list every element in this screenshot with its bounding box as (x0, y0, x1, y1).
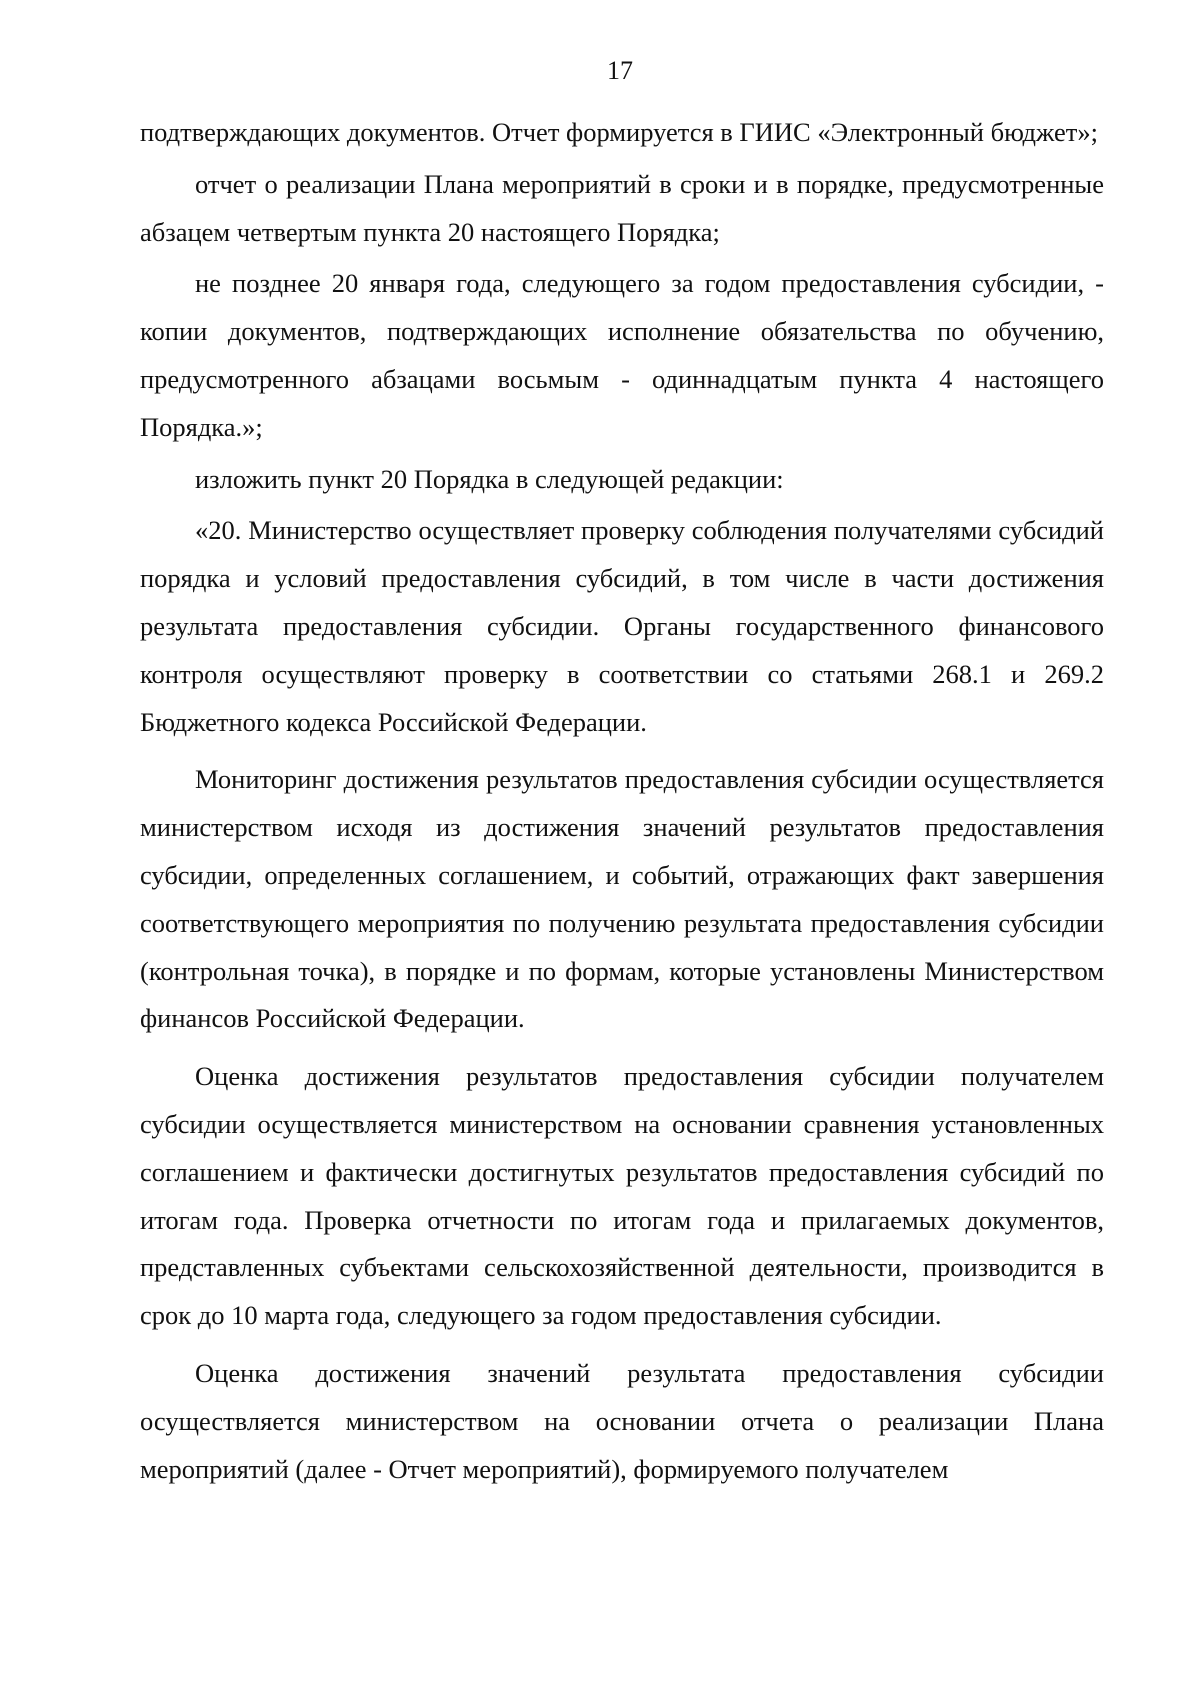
paragraph-4: изложить пункт 20 Порядка в следующей редакции: (195, 463, 784, 494)
document-body (140, 109, 1104, 1493)
paragraph-5: «20. Министерство осуществляет проверку соблюдения получателями субсидий порядка и условий предоставления субсидий, в том числе в части достижения результата предоставления субсидии. Органы государственного финансового контроля осуществляют проверку в соответствии со статьями 268.1 и 269.2 Бюджетного кодекса Российской Федерации. (140, 515, 1104, 737)
paragraph-7: Оценка достижения результатов предоставления субсидии получателем субсидии осуществляется министерством на основании сравнения установленных соглашением и фактически достигнутых результатов предоставления субсидий по итогам года. Проверка отчетности по итогам года и прилагаемых документов, представленных субъектами сельскохозяйственной деятельности, производится в срок до 10 марта года, следующего за годом предоставления субсидии. (140, 1061, 1104, 1331)
paragraph-2: отчет о реализации Плана мероприятий в сроки и в порядке, предусмотренные абзацем четвертым пункта 20 настоящего Порядка; (140, 168, 1104, 247)
paragraph-8: Оценка достижения значений результата предоставления субсидии осуществляется министерством на основании отчета о реализации Плана мероприятий (далее - Отчет мероприятий), формируемого получателем (140, 1357, 1104, 1484)
paragraph-1: подтверждающих документов. Отчет формируется в ГИИС «Электронный бюджет»; (140, 117, 1098, 147)
paragraph-3: не позднее 20 января года, следующего за годом предоставления субсидии, - копии документов, подтверждающих исполнение обязательства по обучению, предусмотренного абзацами восьмым - одиннадцатым пункта 4 настоящего Порядка.»; (140, 268, 1104, 442)
paragraph-6: Мониторинг достижения результатов предоставления субсидии осуществляется министерством исходя из достижения значений результатов предоставления субсидии, определенных соглашением, и событий, отражающих факт завершения соответствующего мероприятия по получению результата предоставления субсидии (контрольная точка), в порядке и по формам, которые установлены Министерством финансов Российской Федерации. (140, 764, 1104, 1034)
page-number: 17 (607, 56, 633, 85)
